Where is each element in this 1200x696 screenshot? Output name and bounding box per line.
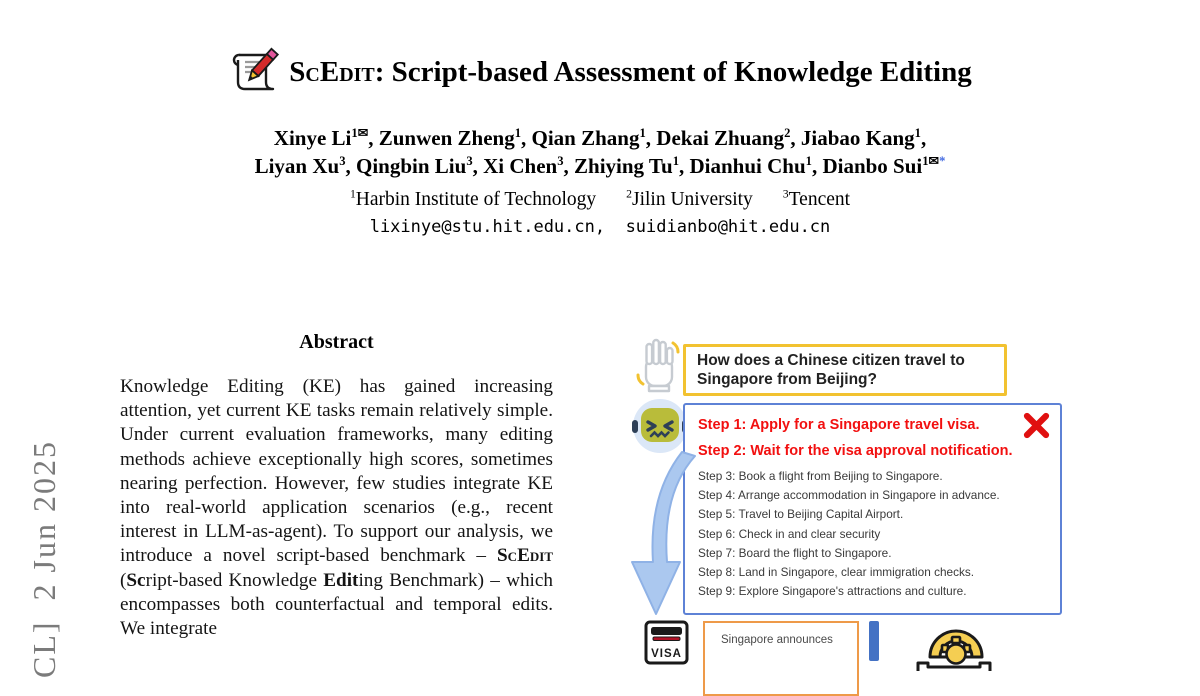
blue-divider-bar — [869, 621, 879, 661]
author-affiliation-superscript: 3 — [466, 154, 473, 168]
abstract-segment: Edit — [323, 569, 359, 591]
affiliation: $^2$Jilin University — [626, 187, 753, 210]
abstract-segment: Sc — [126, 569, 146, 591]
author-affiliation-superscript: 1 — [805, 154, 812, 168]
news-box — [703, 621, 859, 696]
author-name: , Dianhui Chu — [678, 154, 806, 178]
title-scedit: ScEdit — [289, 55, 375, 88]
question-box — [683, 344, 1007, 396]
author-affiliation-superscript: 1 — [639, 126, 646, 140]
author-affiliation-superscript: 1✉ — [922, 154, 940, 168]
paper-title-row — [0, 46, 1200, 98]
visa-document-icon — [644, 620, 689, 665]
abstract-segment: ScEdit — [497, 545, 553, 567]
steps-list — [698, 415, 1047, 601]
title-rest: : Script-based Assessment of Knowledge Editing — [374, 55, 972, 88]
corresponding-author-star: * — [939, 154, 946, 168]
author-name: , — [920, 126, 927, 150]
author-name: , Jiabao Kang — [790, 126, 915, 150]
author-name: , Zhiying Tu — [563, 154, 673, 178]
frustrated-robot-icon — [629, 395, 691, 457]
script-step: Step 7: Board the flight to Singapore. — [698, 545, 892, 560]
news-text: Singapore announces — [721, 634, 833, 646]
gear-machine-icon — [914, 621, 998, 671]
script-step: Step 2: Wait for the visa approval notification. — [698, 443, 1013, 459]
red-x-icon — [1023, 412, 1050, 439]
script-step: Step 9: Explore Singapore's attractions and culture. — [698, 584, 967, 599]
down-arrow-icon — [620, 450, 710, 622]
author-name: Liyan Xu — [254, 154, 340, 178]
author-name: , Zunwen Zheng — [368, 126, 515, 150]
script-step: Step 8: Land in Singapore, clear immigration checks. — [698, 565, 975, 580]
question-text: How does a Chinese citizen travel to Singapore from Beijing? — [697, 352, 965, 388]
authors-line-1 — [0, 126, 1200, 151]
arxiv-watermark: CL] 2 Jun 2025 — [26, 440, 62, 678]
author-name: , Qian Zhang — [521, 126, 640, 150]
author-emails: lixinye@stu.hit.edu.cn, suidianbo@hit.edu.cn — [369, 217, 831, 237]
author-affiliation-superscript: 1 — [672, 154, 679, 168]
affiliation: $^3$Tencent — [782, 187, 851, 210]
author-affiliation-superscript: 1 — [914, 126, 921, 140]
waving-hand-icon — [632, 336, 684, 394]
memo-scroll-pencil-icon — [228, 49, 276, 95]
author-affiliation-superscript: 1 — [514, 126, 522, 140]
author-name: Xinye Li — [273, 126, 352, 150]
author-affiliation-superscript: 2 — [784, 126, 791, 140]
script-step: Step 1: Apply for a Singapore travel visa. — [698, 417, 980, 433]
abstract-segment: Knowledge Editing (KE) has gained increasing attention, yet current KE tasks remain relatively simple. Under current evaluation frameworks, many editing methods achieve exceptionally high scores, sometimes nearing perfection. However, few studies integrate KE into real-world application scenarios (e.g., recent interest in LLM-as-agent). To support our analysis, we introduce a novel script-based benchmark – — [120, 376, 553, 567]
paper-title — [289, 56, 971, 89]
author-affiliation-superscript: 1✉ — [351, 126, 369, 140]
script-step: Step 4: Arrange accommodation in Singapore in advance. — [698, 488, 1000, 503]
script-step: Step 6: Check in and clear security — [698, 526, 881, 541]
affiliations-line — [0, 189, 1200, 211]
author-name: , Dianbo Sui — [811, 154, 923, 178]
author-name: , Xi Chen — [472, 154, 558, 178]
abstract-segment: ( — [120, 569, 127, 591]
visa-label: VISA — [651, 648, 682, 660]
affiliation: $^1$Harbin Institute of Technology — [349, 187, 597, 210]
abstract-text — [120, 375, 553, 641]
author-name: , Qingbin Liu — [345, 154, 467, 178]
author-affiliation-superscript: 3 — [557, 154, 564, 168]
script-step: Step 3: Book a flight from Beijing to Singapore. — [698, 469, 943, 483]
author-name: , Dekai Zhuang — [645, 126, 785, 150]
abstract-segment: ript-based Knowledge — [145, 569, 324, 591]
abstract-segment: ing Benchmark) – which encompasses both counterfactual and temporal edits. We integrate — [120, 569, 553, 640]
abstract-heading: Abstract — [299, 331, 374, 353]
steps-box — [683, 403, 1062, 615]
author-affiliation-superscript: 3 — [339, 154, 346, 168]
script-step: Step 5: Travel to Beijing Capital Airport. — [698, 507, 904, 522]
authors-line-2 — [0, 154, 1200, 179]
